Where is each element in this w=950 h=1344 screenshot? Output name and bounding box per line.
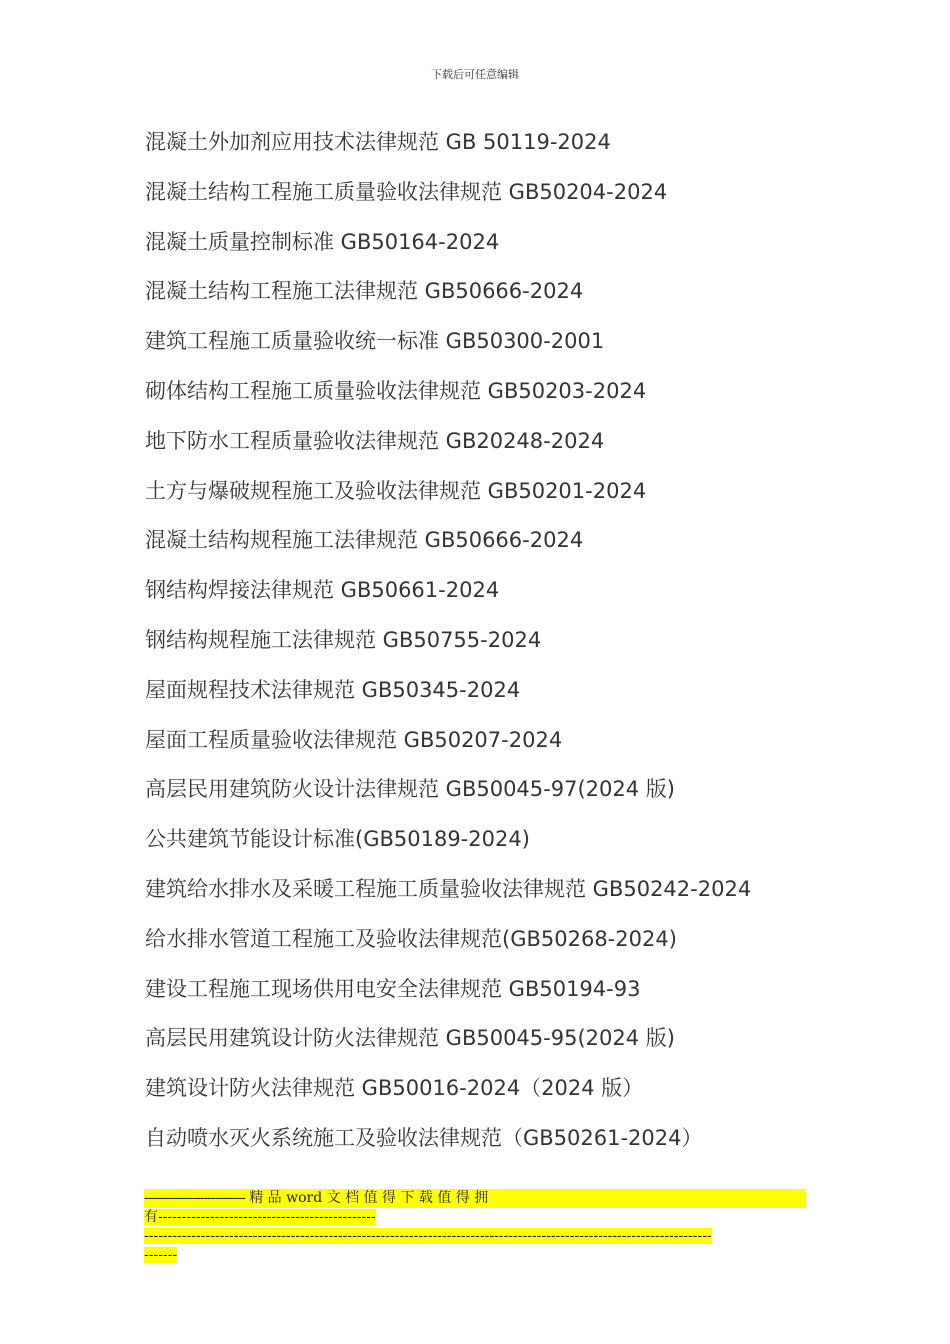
list-item: 屋面工程质量验收法律规范 GB50207-2024 [145, 727, 563, 752]
list-item: 建筑给水排水及采暖工程施工质量验收法律规范 GB50242-2024 [145, 876, 752, 901]
list-item: 土方与爆破规程施工及验收法律规范 GB50201-2024 [145, 478, 647, 503]
promo-line-4: ------- [144, 1247, 178, 1263]
promo-word: 得 [381, 1190, 396, 1206]
promo-footer [144, 1189, 806, 1265]
promo-word: 品 [267, 1190, 282, 1206]
promo-line-3: ------------------------------------------------------------------------------------------------------------------------ [144, 1228, 712, 1244]
promo-word: 下 [400, 1190, 415, 1206]
list-item: 混凝土结构工程施工法律规范 GB50666-2024 [145, 279, 584, 304]
list-item: 钢结构焊接法律规范 GB50661-2024 [145, 578, 500, 603]
list-item: 混凝土结构规程施工法律规范 GB50666-2024 [145, 528, 584, 553]
list-item: 自动喷水灭火系统施工及验收法律规范（GB50261-2024） [145, 1125, 703, 1150]
promo-word: 档 [345, 1190, 360, 1206]
list-item: 建筑工程施工质量验收统一标准 GB50300-2001 [145, 329, 605, 354]
list-item: 混凝土结构工程施工质量验收法律规范 GB50204-2024 [145, 179, 668, 204]
standards-list [145, 125, 845, 1171]
page-header: 下载后可任意编辑 [431, 68, 519, 81]
list-item: 公共建筑节能设计标准(GB50189-2024) [145, 827, 530, 852]
promo-word: 得 [455, 1190, 470, 1206]
list-item: 高层民用建筑设计防火法律规范 GB50045-95(2024 版) [145, 1026, 675, 1051]
promo-word: 值 [363, 1190, 378, 1206]
list-item: 建设工程施工现场供用电安全法律规范 GB50194-93 [145, 976, 641, 1001]
list-item: 钢结构规程施工法律规范 GB50755-2024 [145, 627, 542, 652]
list-item: 建筑设计防火法律规范 GB50016-2024（2024 版） [145, 1076, 644, 1101]
promo-word: word [286, 1190, 323, 1206]
list-item: 混凝土外加剂应用技术法律规范 GB 50119-2024 [145, 130, 611, 154]
promo-dashes: --------------------------- [144, 1190, 245, 1206]
promo-line-1 [144, 1189, 806, 1208]
promo-word: 值 [437, 1190, 452, 1206]
list-item: 砌体结构工程施工质量验收法律规范 GB50203-2024 [145, 378, 647, 403]
list-item: 屋面规程技术法律规范 GB50345-2024 [145, 677, 521, 702]
promo-line-2: 有---------------------------------------------- [144, 1209, 376, 1225]
list-item: 高层民用建筑防火设计法律规范 GB50045-97(2024 版) [145, 777, 675, 802]
promo-word: 精 [249, 1190, 264, 1206]
promo-word: 载 [418, 1190, 433, 1206]
promo-word: 文 [326, 1190, 341, 1206]
list-item: 给水排水管道工程施工及验收法律规范(GB50268-2024) [145, 926, 677, 951]
list-item: 地下防水工程质量验收法律规范 GB20248-2024 [145, 428, 605, 453]
promo-word: 拥 [474, 1190, 489, 1206]
list-item: 混凝土质量控制标准 GB50164-2024 [145, 229, 500, 254]
